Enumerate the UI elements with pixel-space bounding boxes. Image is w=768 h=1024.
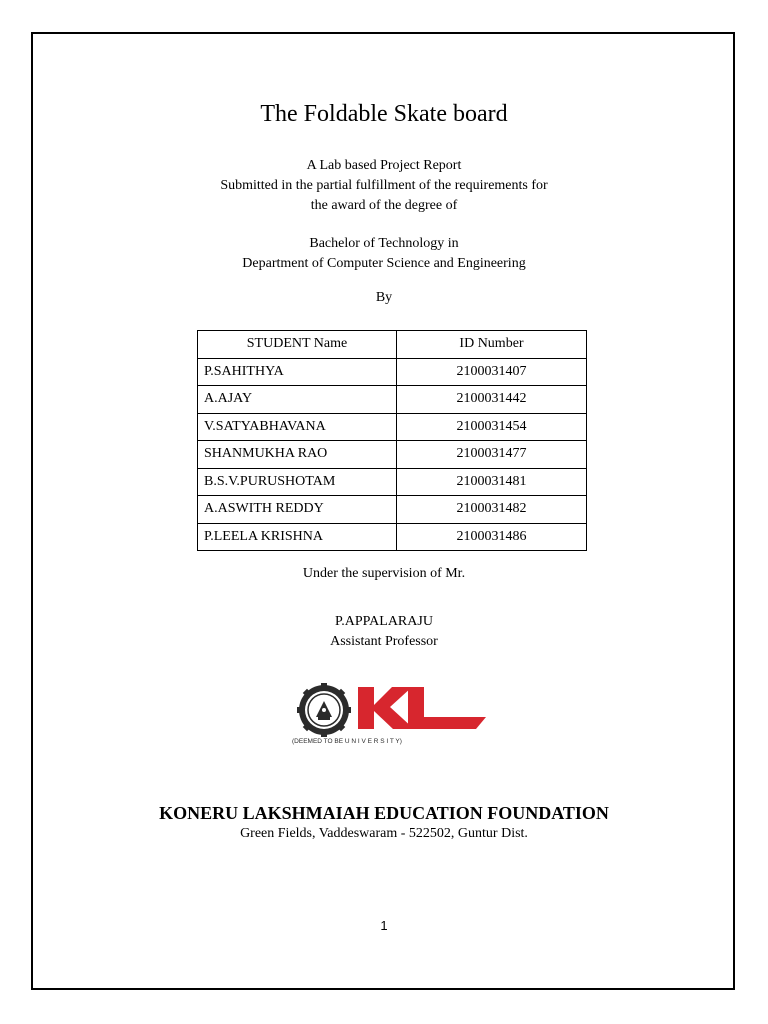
student-name: P.LEELA KRISHNA: [198, 523, 397, 551]
column-header-name: STUDENT Name: [198, 331, 397, 359]
student-name: P.SAHITHYA: [198, 358, 397, 386]
by-label: By: [375, 290, 393, 305]
student-id: 2100031486: [397, 523, 587, 551]
degree-block: [0, 234, 768, 274]
intro-line-2: Submitted in the partial fulfillment of the requirements for: [220, 178, 548, 193]
intro-line-1: A Lab based Project Report: [306, 158, 462, 173]
table-row: [198, 468, 587, 496]
university-logo: [290, 683, 490, 749]
table-row: [198, 386, 587, 414]
student-name: V.SATYABHAVANA: [198, 413, 397, 441]
table-row: [198, 523, 587, 551]
supervisor-name: P.APPALARAJU: [335, 614, 433, 629]
table-row: [198, 413, 587, 441]
logo-tagline: (DEEMED TO BE U N I V E R S I T Y): [292, 738, 402, 745]
student-id: 2100031454: [397, 413, 587, 441]
student-name: A.ASWITH REDDY: [198, 496, 397, 524]
student-name: SHANMUKHA RAO: [198, 441, 397, 469]
student-name: A.AJAY: [198, 386, 397, 414]
table-header-row: [198, 331, 587, 359]
page-number: 1: [380, 918, 388, 933]
student-table: [197, 330, 587, 551]
student-id: 2100031407: [397, 358, 587, 386]
table-row: [198, 358, 587, 386]
student-id: 2100031481: [397, 468, 587, 496]
student-id: 2100031442: [397, 386, 587, 414]
university-seal-icon: [297, 683, 351, 737]
foundation-name: KONERU LAKSHMAIAH EDUCATION FOUNDATION: [159, 803, 609, 823]
report-title: The Foldable Skate board: [260, 101, 508, 127]
student-name: B.S.V.PURUSHOTAM: [198, 468, 397, 496]
degree-line-2: Department of Computer Science and Engineering: [242, 256, 526, 271]
table-row: [198, 496, 587, 524]
report-intro: [0, 156, 768, 216]
supervision-label: Under the supervision of Mr.: [302, 566, 466, 581]
degree-line-1: Bachelor of Technology in: [309, 236, 459, 251]
supervisor-designation: Assistant Professor: [330, 634, 438, 649]
student-id: 2100031477: [397, 441, 587, 469]
student-id: 2100031482: [397, 496, 587, 524]
supervisor-block: [0, 612, 768, 652]
kl-mark-icon: [358, 687, 486, 729]
foundation-address: Green Fields, Vaddeswaram - 522502, Guntur Dist.: [240, 826, 528, 841]
column-header-id: ID Number: [397, 331, 587, 359]
intro-line-3: the award of the degree of: [310, 198, 458, 213]
table-row: [198, 441, 587, 469]
